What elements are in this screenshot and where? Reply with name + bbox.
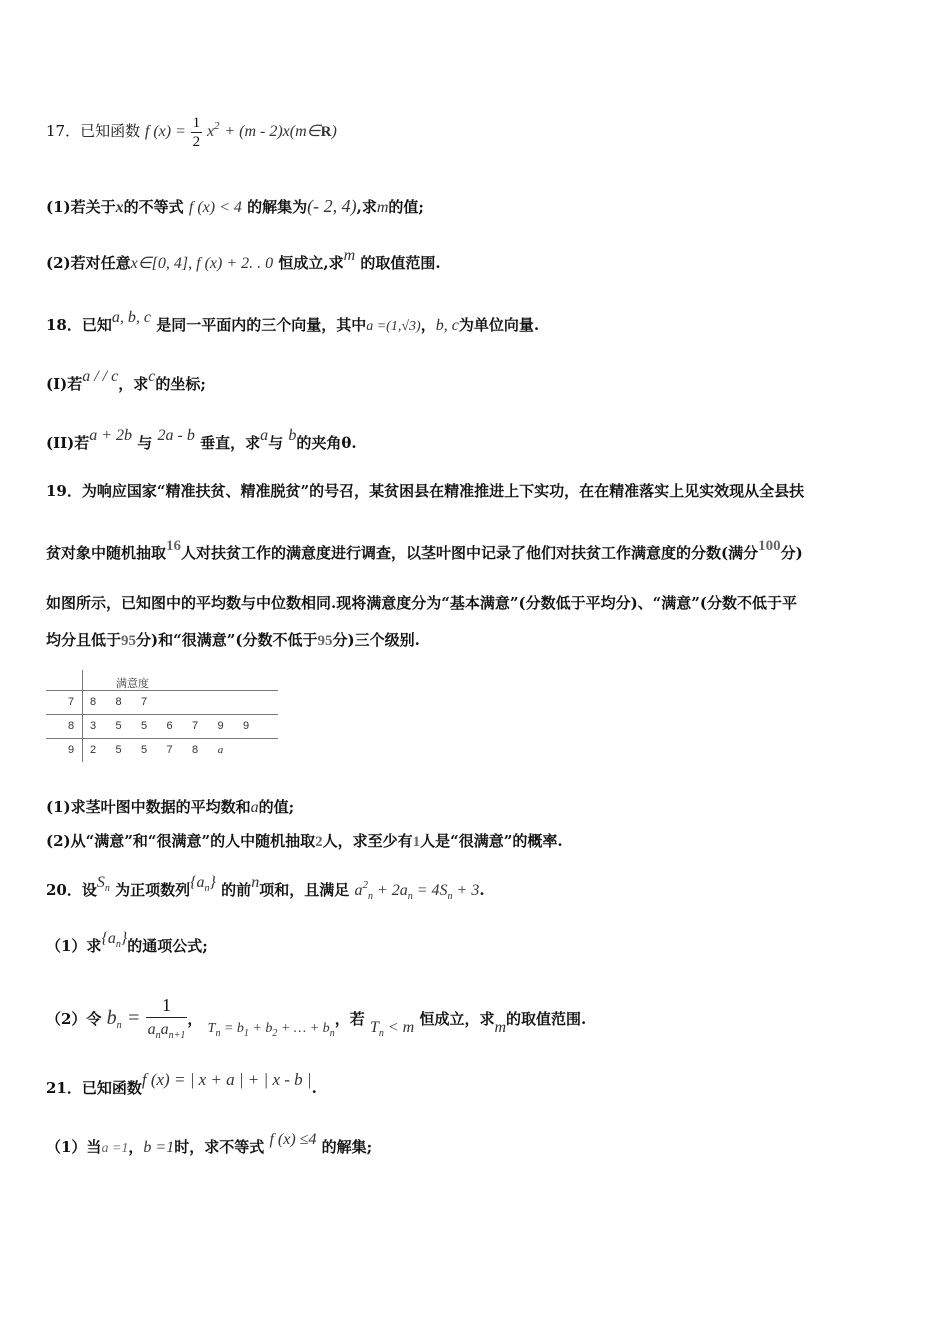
leaf: 5 xyxy=(140,744,148,756)
stem-9: 9 xyxy=(67,744,75,756)
q17-stem: 17．已知函数 f (x) = $\frac{1}{2}$ $x^2 + (m$ - 2)x(m∈R) xyxy=(46,114,337,150)
leaf: 7 xyxy=(191,720,199,732)
q19-line1: 19．为响应国家“精准扶贫、精准脱贫”的号召，某贫困县在精准推进上下实功，在在精准落实上见实效现从全县扶 xyxy=(46,482,805,500)
stem-8: 8 xyxy=(67,720,75,732)
q18-stem: 18．已知a, b, c 是同一平面内的三个向量，其中a =(1,√3)，b, c为单位向量. xyxy=(46,309,540,334)
leaf: 5 xyxy=(115,720,122,732)
q20-part1: （1）求$\{a^n\}$的通项公式; xyxy=(46,930,208,955)
q20-part2: （2）令 $b_n$ = $\frac{1}{a_na_{n+1}}$ ， $T_n = b_1 + b_2$ + … + $b_n$，若 $T_n < m$ 恒成立，求m的取值范围. xyxy=(46,988,910,1048)
stem-leaf-header: 满意度 xyxy=(116,677,149,690)
q19-part1: (1)求茎叶图中数据的平均数和a的值; xyxy=(46,798,295,816)
leaf: 2 xyxy=(89,744,97,756)
leaf: 5 xyxy=(140,720,148,732)
stem-leaf-table xyxy=(46,670,278,762)
leaf: 6 xyxy=(166,720,173,732)
q19-part2: (2)从“满意”和“很满意”的人中随机抽取2人，求至少有1人是“很满意”的概率. xyxy=(46,832,563,850)
leaf: a xyxy=(217,744,224,756)
q17-part1: (1)若关于x的不等式 f (x) < 4 的解集为(- 2, 4),求m的值; xyxy=(46,196,424,216)
leaf: 8 xyxy=(89,696,97,708)
q21-part1: （1）当a =1，b =1时，求不等式 f (x) ≤4 的解集; xyxy=(46,1131,373,1156)
leaf: 9 xyxy=(217,720,224,732)
stem-7: 7 xyxy=(67,696,75,708)
leaf: 7 xyxy=(166,744,173,756)
q17-formula-lhs: f (x) = xyxy=(144,123,186,140)
leaf: 8 xyxy=(191,744,199,756)
q19-line3: 如图所示，已知图中的平均数与中位数相同.现将满意度分为“基本满意”(分数低于平均分)、“满意”(分数不低于平 xyxy=(46,594,798,612)
q20-fraction: $\frac{1}{a_na_{n+1}}$ xyxy=(147,994,186,1041)
leaf: 7 xyxy=(140,696,148,708)
q18-part1: (I)若a / / c，求c的坐标; xyxy=(46,368,206,393)
q17-fraction: $\frac{1}{2}$ xyxy=(192,114,201,150)
q21-stem: 21．已知函数f (x) = | x + a | + | x - b |. xyxy=(46,1070,317,1097)
leaf: 9 xyxy=(242,720,250,732)
leaf: 8 xyxy=(115,696,122,708)
q19-line4: 均分且低于95分)和“很满意”(分数不低于95分)三个级别. xyxy=(46,631,420,649)
q19-line2: 贫对象中随机抽取16人对扶贫工作的满意度进行调查，以茎叶图中记录了他们对扶贫工作满意度的分数(满分100分) xyxy=(46,538,803,562)
q20-stem: 20．设$S^n$ 为正项数列$\{a^n\}$ 的前n项和，且满足 $a^2_n + 2a_n = 4S_n + 3$. xyxy=(46,874,485,902)
leaf: 3 xyxy=(89,720,97,732)
q18-part2: (II)若a + 2b 与 2a - b 垂直，求a与 b的夹角θ. xyxy=(46,427,357,452)
q17-intro: 17．已知函数 xyxy=(46,122,141,140)
leaf: 5 xyxy=(115,744,122,756)
q17-part2: (2)若对任意x∈[0, 4], f (x) + 2. . 0 恒成立,求m 的取值范围. xyxy=(46,247,441,272)
